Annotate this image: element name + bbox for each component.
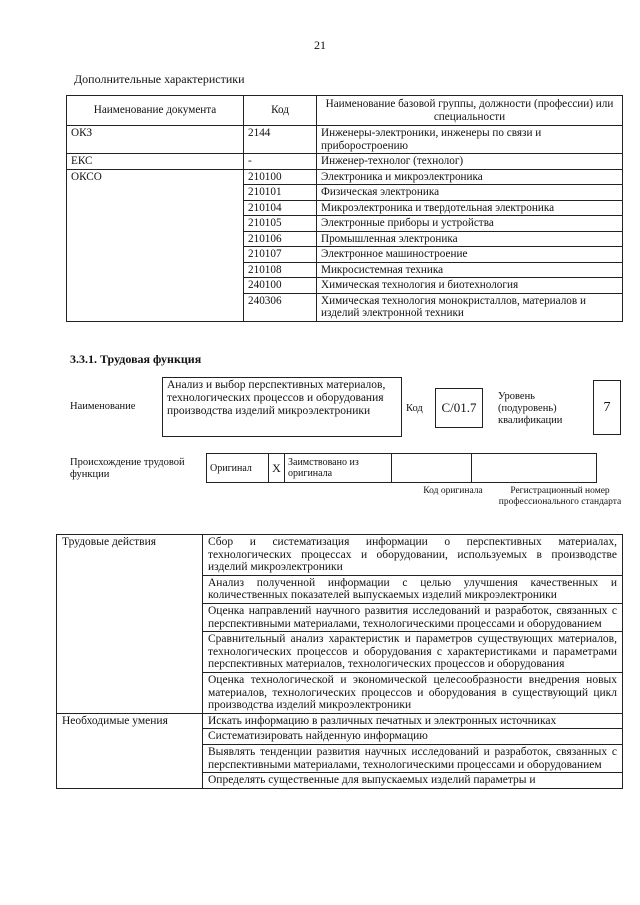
group-name-cell: Электронные приборы и устройства (317, 216, 623, 232)
code-original-caption: Код оригинала (423, 486, 483, 496)
name-label: Наименование (70, 401, 136, 412)
function-heading: 3.3.1. Трудовая функция (70, 352, 202, 366)
code-cell: 210105 (244, 216, 317, 232)
code-cell: 210108 (244, 262, 317, 278)
table-row (67, 169, 623, 185)
level-box: 7 (593, 380, 621, 435)
group-name-cell: Электроника и микроэлектроника (317, 169, 623, 185)
table-row (57, 535, 623, 576)
reg-number-caption: Регистрационный номер профессионального стандарта (498, 486, 622, 507)
code-cell: 2144 (244, 126, 317, 154)
group-label-cell: Трудовые действия (57, 535, 203, 714)
reg-number-cell (472, 454, 597, 483)
function-name-box: Анализ и выбор перспективных материалов, технологических процессов и оборудования производства изделий микроэлектроники (162, 377, 402, 437)
item-cell: Сравнительный анализ характеристик и параметров существующих материалов, технологических процессов и оборудования с характеристиками и параметрами перспективных материалов, технологических процессов и оборудования (203, 632, 623, 673)
borrowed-cell: Заимствовано из оригинала (285, 454, 392, 483)
item-cell: Оценка направлений научного развития исследований и разработок, связанных с перспективными материалами, технологическими процессами и оборудованием (203, 603, 623, 631)
function-code-box: C/01.7 (435, 388, 483, 428)
code-cell: 210107 (244, 247, 317, 263)
item-cell: Оценка технологической и экономической целесообразности внедрения новых материалов, технологических процессов и оборудования в существующий цикл производства изделий микроэлектроники (203, 672, 623, 713)
origin-label: Происхождение трудовой функции (70, 457, 185, 480)
section-title: Дополнительные характеристики (74, 72, 245, 86)
origin-table (206, 453, 597, 483)
header-document: Наименование документа (67, 96, 244, 126)
group-name-cell: Инженер-технолог (технолог) (317, 154, 623, 170)
item-cell: Выявлять тенденции развития научных исследований и разработок, связанных с перспективными материалами, технологическими процессами и оборудованием (203, 744, 623, 772)
table-row (67, 126, 623, 154)
item-cell: Анализ полученной информации с целью улучшения качественных и количественных показателей выпускаемых изделий микроэлектроники (203, 575, 623, 603)
code-cell: 240100 (244, 278, 317, 294)
header-group: Наименование базовой группы, должности (профессии) или специальности (317, 96, 623, 126)
group-name-cell: Промышленная электроника (317, 231, 623, 247)
page-number: 21 (314, 38, 326, 52)
code-cell: 210104 (244, 200, 317, 216)
item-cell: Систематизировать найденную информацию (203, 729, 623, 745)
table-row (57, 713, 623, 729)
group-name-cell: Микроэлектроника и твердотельная электроника (317, 200, 623, 216)
characteristics-table (66, 95, 623, 322)
original-mark: X (269, 454, 285, 483)
group-name-cell: Инженеры-электроники, инженеры по связи и приборостроению (317, 126, 623, 154)
code-cell: 210106 (244, 231, 317, 247)
group-name-cell: Химическая технология монокристаллов, материалов и изделий электронной техники (317, 293, 623, 321)
group-name-cell: Микросистемная техника (317, 262, 623, 278)
item-cell: Определять существенные для выпускаемых изделий параметры и (203, 773, 623, 789)
group-name-cell: Физическая электроника (317, 185, 623, 201)
actions-table (56, 534, 623, 789)
table-header-row (67, 96, 623, 126)
level-label: Уровень (подуровень) квалификации (498, 391, 563, 426)
table-row (67, 154, 623, 170)
code-label: Код (406, 403, 423, 414)
item-cell: Сбор и систематизация информации о перспективных материалах, технологических процессах и оборудовании, используемых в производстве изделий микроэлектроники (203, 535, 623, 576)
code-original-cell (392, 454, 472, 483)
group-name-cell: Химическая технология и биотехнология (317, 278, 623, 294)
document-cell: ЕКС (67, 154, 244, 170)
group-label-cell: Необходимые умения (57, 713, 203, 788)
group-name-cell: Электронное машиностроение (317, 247, 623, 263)
code-cell: 210100 (244, 169, 317, 185)
code-cell: 240306 (244, 293, 317, 321)
code-cell: - (244, 154, 317, 170)
original-cell: Оригинал (207, 454, 269, 483)
code-cell: 210101 (244, 185, 317, 201)
header-code: Код (244, 96, 317, 126)
document-cell: ОКЗ (67, 126, 244, 154)
item-cell: Искать информацию в различных печатных и электронных источниках (203, 713, 623, 729)
document-cell: ОКСО (67, 169, 244, 321)
